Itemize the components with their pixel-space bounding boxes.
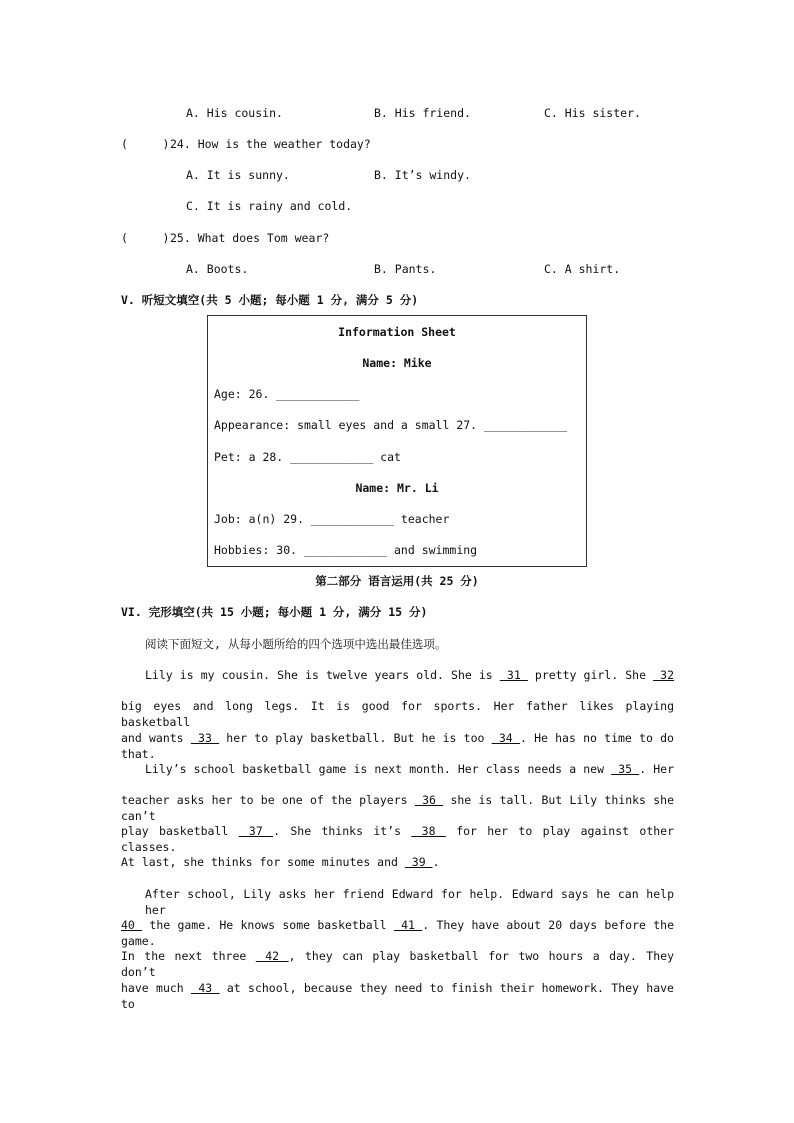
section6-instruction: 阅读下面短文, 从每小题所给的四个选项中选出最佳选项。 bbox=[145, 637, 447, 651]
blank-number: 33 bbox=[190, 731, 220, 745]
passage-text: . Her bbox=[639, 762, 674, 776]
q24-paren: ( ) bbox=[121, 137, 170, 151]
blank-number: 31 bbox=[499, 668, 528, 682]
blank-number: 38 bbox=[411, 824, 446, 838]
passage-text: pretty girl. She bbox=[527, 668, 654, 682]
passage-text: teacher asks her to be one of the players bbox=[121, 793, 415, 807]
blank-number: 41 bbox=[393, 918, 423, 932]
q25-option-b: B. Pants. bbox=[374, 262, 437, 276]
section5-title: V. 听短文填空(共 5 小题; 每小题 1 分, 满分 5 分) bbox=[121, 293, 419, 307]
passage-text: play basketball bbox=[121, 824, 239, 838]
blank-number: 35 bbox=[611, 762, 640, 776]
sheet-title: Information Sheet bbox=[338, 325, 456, 339]
q23-option-a: A. His cousin. bbox=[186, 106, 283, 120]
blank-number: 43 bbox=[191, 981, 220, 995]
q23-option-c: C. His sister. bbox=[544, 106, 641, 120]
sheet-name-li: Name: Mr. Li bbox=[355, 481, 439, 495]
q25-option-a: A. Boots. bbox=[186, 262, 249, 276]
passage-text: the game. He knows some basketball bbox=[142, 918, 394, 932]
blank-number: 42 bbox=[255, 949, 289, 963]
blank-number: 39 bbox=[404, 855, 433, 869]
passage-text: . bbox=[432, 855, 440, 869]
q25-question: 25. What does Tom wear? bbox=[170, 231, 330, 245]
sheet-hobbies: Hobbies: 30. ____________ and swimming bbox=[214, 543, 478, 557]
blank-number: 40 bbox=[121, 918, 143, 932]
blank-number: 34 bbox=[491, 731, 520, 745]
passage-line bbox=[121, 980, 681, 1012]
passage-text: Lily’s school basketball game is next month. Her class needs a new bbox=[145, 762, 612, 776]
passage-line bbox=[121, 948, 681, 980]
passage-text: . She thinks it’s bbox=[273, 824, 412, 838]
passage-text: at school, because they need to finish their homework. They have to bbox=[121, 981, 681, 1011]
passage-line bbox=[121, 792, 681, 824]
passage-line bbox=[145, 761, 674, 777]
part2-title: 第二部分 语言运用(共 25 分) bbox=[315, 574, 479, 588]
section6-title: VI. 完形填空(共 15 小题; 每小题 1 分, 满分 15 分) bbox=[121, 605, 428, 619]
information-sheet-box bbox=[207, 315, 587, 567]
passage-line bbox=[121, 730, 681, 762]
passage-line bbox=[121, 917, 681, 949]
passage-text: . He has no time to do that. bbox=[121, 731, 681, 761]
passage-text: for her to play against other classes. bbox=[121, 824, 681, 854]
passage-text: and wants bbox=[121, 731, 191, 745]
passage-text: After school, Lily asks her friend Edward for help. Edward says he can help her bbox=[145, 887, 681, 917]
sheet-job: Job: a(n) 29. ____________ teacher bbox=[214, 512, 450, 526]
q24-option-a: A. It is sunny. bbox=[186, 168, 290, 182]
passage-text: her to play basketball. But he is too bbox=[219, 731, 492, 745]
blank-number: 36 bbox=[414, 793, 444, 807]
q24-question: 24. How is the weather today? bbox=[170, 137, 371, 151]
passage-line bbox=[121, 698, 681, 730]
passage-text: have much bbox=[121, 981, 192, 995]
q25-option-c: C. A shirt. bbox=[544, 262, 621, 276]
passage-text: , they can play basketball for two hours a day. They don’t bbox=[121, 949, 681, 979]
passage-text: she is tall. But Lily thinks she can’t bbox=[121, 793, 681, 823]
sheet-pet: Pet: a 28. ____________ cat bbox=[214, 450, 401, 464]
passage-text: big eyes and long legs. It is good for sports. Her father likes playing basketball bbox=[121, 699, 681, 729]
passage-line bbox=[145, 886, 681, 918]
q24-option-c: C. It is rainy and cold. bbox=[186, 199, 353, 213]
q23-option-b: B. His friend. bbox=[374, 106, 471, 120]
q25-paren: ( ) bbox=[121, 231, 170, 245]
passage-text: Lily is my cousin. She is twelve years old. She is bbox=[145, 668, 500, 682]
passage-text: . They have about 20 days before the game. bbox=[121, 918, 681, 948]
q24-option-b: B. It’s windy. bbox=[374, 168, 471, 182]
passage-text: At last, she thinks for some minutes and bbox=[121, 855, 405, 869]
sheet-name-mike: Name: Mike bbox=[362, 356, 432, 370]
passage-line bbox=[121, 854, 440, 870]
sheet-appearance: Appearance: small eyes and a small 27. ____________ bbox=[214, 418, 568, 432]
passage-line bbox=[121, 823, 681, 855]
sheet-age: Age: 26. ____________ bbox=[214, 387, 360, 401]
passage-line bbox=[145, 667, 674, 683]
passage-text: In the next three bbox=[121, 949, 256, 963]
blank-number: 32 bbox=[653, 668, 675, 682]
blank-number: 37 bbox=[238, 824, 274, 838]
